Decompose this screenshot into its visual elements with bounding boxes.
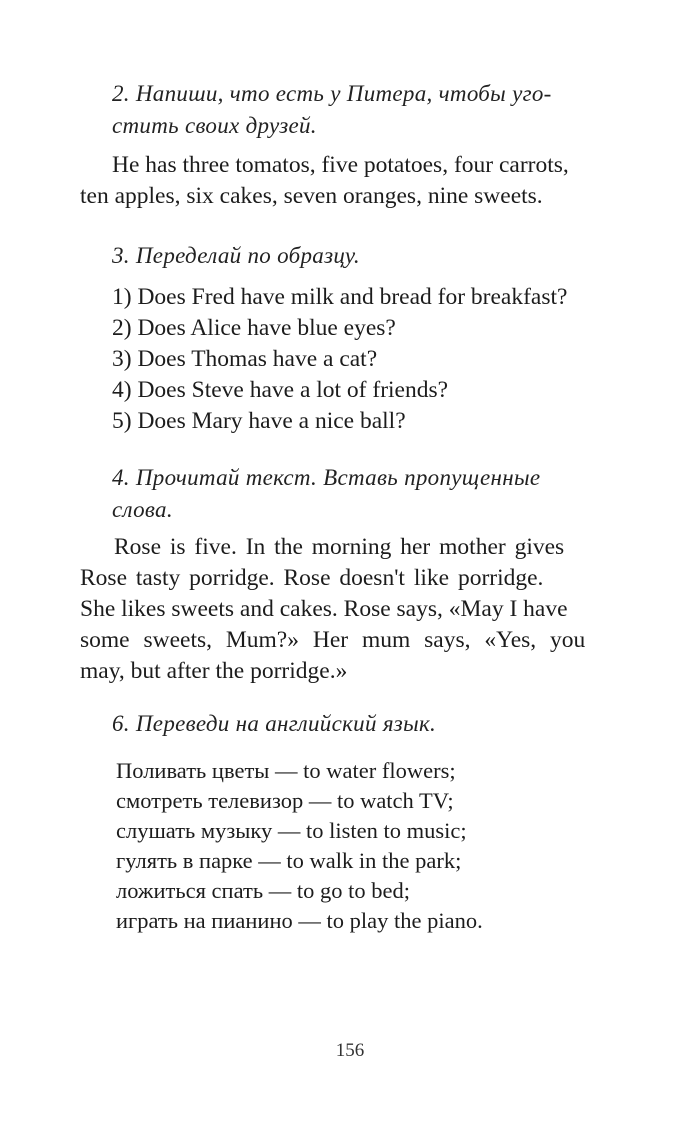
task-4-text bbox=[80, 532, 646, 687]
list-item: смотреть телевизор — to watch TV; bbox=[116, 788, 454, 813]
list-item: 2) Does Alice have blue eyes? bbox=[112, 315, 396, 341]
task-4-heading bbox=[112, 462, 652, 526]
page-number: 156 bbox=[335, 1040, 365, 1061]
task-3-heading: 3. Переделай по образцу. bbox=[112, 243, 360, 268]
task-4-text-line-3: She likes sweets and cakes. Rose says, «May I have bbox=[80, 596, 568, 622]
task-2-answer-line-1: He has three tomatos, five potatoes, four carrots, bbox=[112, 152, 569, 178]
task-4-text-line-5: may, but after the porridge.» bbox=[80, 658, 348, 684]
task-6-heading: 6. Переведи на английский язык. bbox=[112, 711, 437, 736]
list-item: Поливать цветы — to water flowers; bbox=[116, 758, 456, 783]
list-item: 1) Does Fred have milk and bread for breakfast? bbox=[112, 284, 568, 310]
list-item: ложиться спать — to go to bed; bbox=[116, 878, 410, 903]
list-item: играть на пианино — to play the piano. bbox=[116, 908, 483, 933]
task-6-list bbox=[116, 756, 676, 936]
list-item: 3) Does Thomas have a cat? bbox=[112, 346, 378, 372]
task-2-answer bbox=[80, 150, 650, 212]
list-item: 5) Does Mary have a nice ball? bbox=[112, 408, 406, 434]
task-2-answer-line-2: ten apples, six cakes, seven oranges, nine sweets. bbox=[80, 183, 543, 209]
task-4-text-line-2: Rose tasty porridge. Rose doesn't like porridge. bbox=[80, 565, 544, 591]
list-item: гулять в парке — to walk in the park; bbox=[116, 848, 462, 873]
task-2-heading bbox=[112, 78, 652, 142]
task-2-heading-line-2: стить своих друзей. bbox=[112, 113, 317, 138]
task-2-heading-line-1: 2. Напиши, что есть у Питера, чтобы уго- bbox=[112, 81, 552, 106]
task-3-list bbox=[112, 282, 672, 437]
task-4-text-line-1: Rose is five. In the morning her mother gives bbox=[114, 534, 565, 560]
list-item: 4) Does Steve have a lot of friends? bbox=[112, 377, 449, 403]
task-4-heading-line-2: слова. bbox=[112, 497, 173, 522]
task-4-text-line-4: some sweets, Mum?» Her mum says, «Yes, you bbox=[80, 627, 586, 653]
list-item: слушать музыку — to listen to music; bbox=[116, 818, 467, 843]
task-4-heading-line-1: 4. Прочитай текст. Вставь пропущенные bbox=[112, 465, 541, 490]
